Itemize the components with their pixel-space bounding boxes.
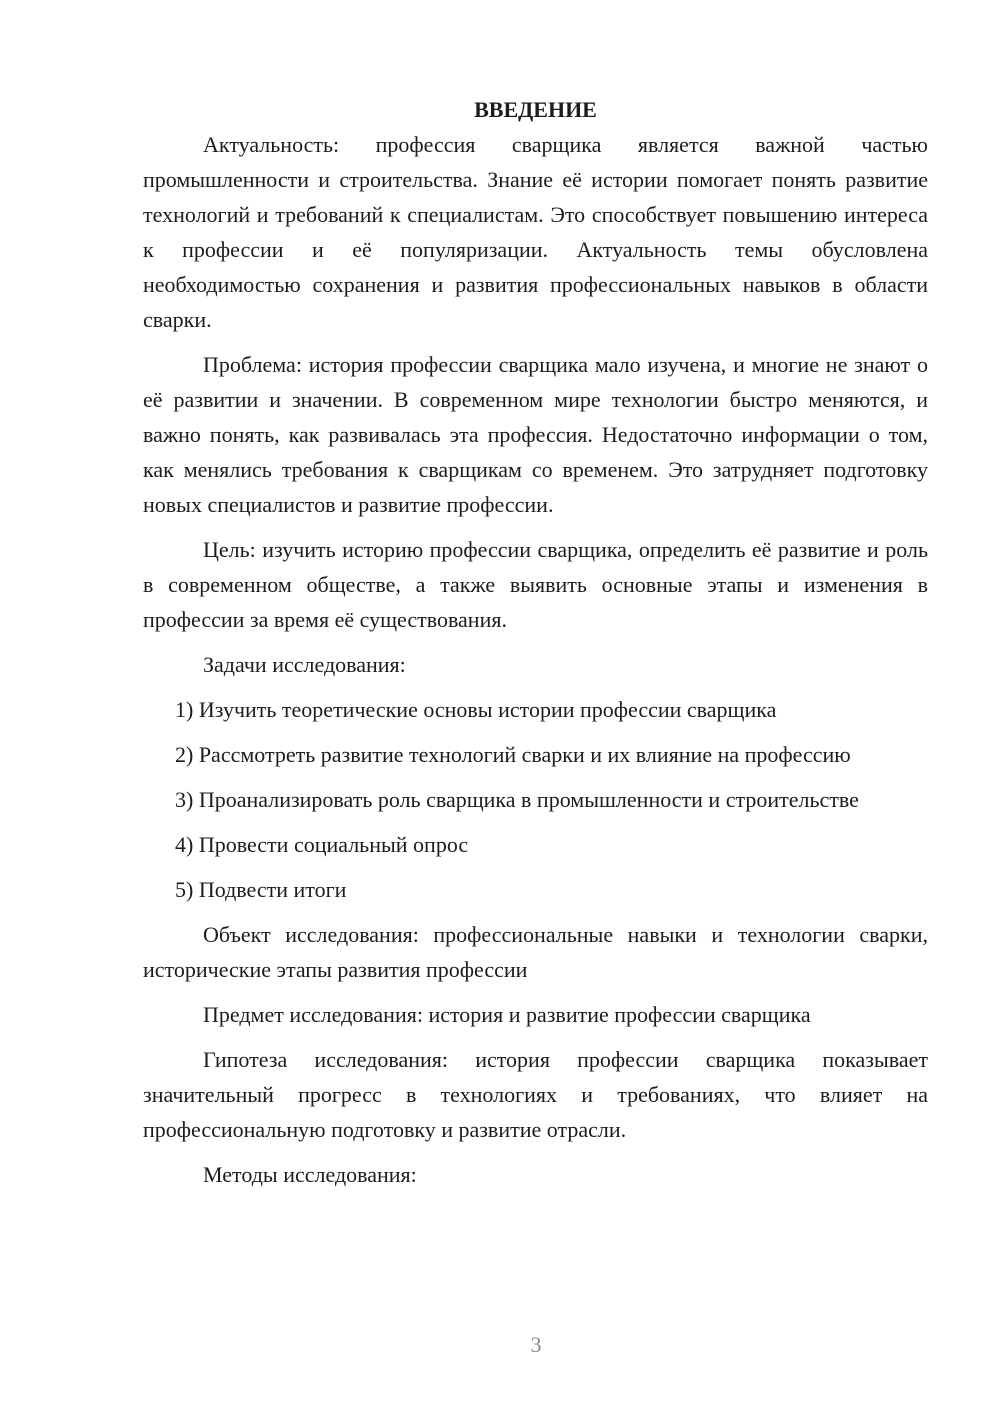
page-number: 3	[530, 1332, 542, 1357]
task-item-3: 3) Проанализировать роль сварщика в промышленности и строительстве	[175, 787, 859, 812]
problem-paragraph: Проблема: история профессии сварщика мало изучена, и многие не знают о её развитии и значении. В современном мире технологии быстро меняются, и важно понять, как развивалась эта профессия. Недостаточно информации о том, как менялись требования к сварщикам со временем. Это затрудняет подготовку новых специалистов и развитие профессии.	[143, 352, 928, 517]
task-item-4: 4) Провести социальный опрос	[175, 832, 469, 857]
tasks-heading: Задачи исследования:	[203, 652, 406, 677]
hypothesis-paragraph: Гипотеза исследования: история профессии сварщика показывает значительный прогресс в технологиях и требованиях, что влияет на профессиональную подготовку и развитие отрасли.	[143, 1047, 928, 1142]
task-item-2: 2) Рассмотреть развитие технологий сварки и их влияние на профессию	[175, 742, 851, 767]
task-item-5: 5) Подвести итоги	[175, 877, 347, 902]
goal-paragraph: Цель: изучить историю профессии сварщика, определить её развитие и роль в современном обществе, а также выявить основные этапы и изменения в профессии за время её существования.	[143, 537, 928, 632]
task-item-1: 1) Изучить теоретические основы истории профессии сварщика	[175, 697, 777, 722]
relevance-paragraph: Актуальность: профессия сварщика является важной частью промышленности и строительства. Знание её истории помогает понять развитие технологий и требований к специалистам. Это способствует повышению интереса к профессии и её популяризации. Актуальность темы обусловлена необходимостью сохранения и развития профессиональных навыков в области сварки.	[143, 132, 928, 332]
page-title: ВВЕДЕНИЕ	[474, 97, 597, 122]
subject-paragraph: Предмет исследования: история и развитие профессии сварщика	[203, 1002, 811, 1027]
methods-heading: Методы исследования:	[203, 1162, 417, 1187]
page-content	[143, 92, 928, 1202]
object-paragraph: Объект исследования: профессиональные навыки и технологии сварки, исторические этапы развития профессии	[143, 922, 928, 982]
